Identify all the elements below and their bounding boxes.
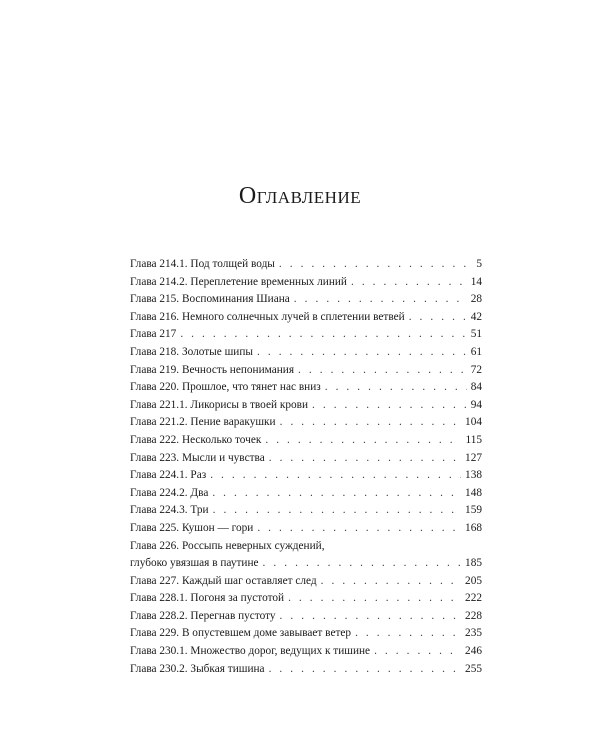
toc-entry[interactable] bbox=[130, 661, 482, 679]
toc-entry-page-number: 127 bbox=[465, 451, 482, 464]
toc-entry[interactable] bbox=[130, 502, 482, 520]
toc-entry[interactable] bbox=[130, 309, 482, 327]
toc-entry[interactable] bbox=[130, 520, 482, 538]
toc-entry-page-number: 148 bbox=[465, 486, 482, 499]
toc-entry-page-number: 5 bbox=[476, 258, 482, 270]
toc-entry[interactable] bbox=[130, 467, 482, 485]
toc-entry-page-number: 222 bbox=[465, 592, 482, 605]
toc-dot-leader bbox=[263, 555, 462, 573]
toc-entry[interactable] bbox=[130, 256, 482, 274]
toc-entry-label: Глава 214.1. Под толщей воды bbox=[130, 258, 275, 270]
toc-entry-page-number: 42 bbox=[470, 310, 482, 323]
toc-entry-label: Глава 220. Прошлое, что тянет нас вниз bbox=[130, 381, 321, 394]
toc-entry-label: Глава 217 bbox=[130, 328, 177, 341]
toc-entry-page-number: 205 bbox=[465, 574, 482, 587]
toc-entry-label: Глава 226. Россыпь неверных суждений, bbox=[130, 539, 325, 552]
toc-entry[interactable] bbox=[130, 590, 482, 608]
toc-dot-leader bbox=[351, 274, 467, 292]
toc-entry-label: Глава 225. Кушон — гори bbox=[130, 521, 254, 534]
toc-entry[interactable] bbox=[130, 432, 482, 450]
toc-entry[interactable] bbox=[130, 643, 482, 661]
toc-entry-page-number: 185 bbox=[465, 557, 482, 570]
toc-entry-page-number: 115 bbox=[465, 433, 482, 446]
toc-entry-label: Глава 224.1. Раз bbox=[130, 469, 207, 482]
toc-entry-page-number: 246 bbox=[465, 645, 482, 658]
toc-dot-leader bbox=[294, 291, 467, 309]
toc-entry-label: Глава 219. Вечность непонимания bbox=[130, 363, 295, 376]
toc-entry[interactable] bbox=[130, 538, 482, 556]
toc-dot-leader bbox=[269, 450, 461, 468]
toc-dot-leader bbox=[269, 661, 461, 679]
toc-entry-page-number: 255 bbox=[465, 662, 482, 675]
toc-entry-label: Глава 215. Воспоминания Шиана bbox=[130, 293, 290, 306]
toc-entry-page-number: 228 bbox=[465, 609, 482, 622]
toc-entry[interactable] bbox=[130, 450, 482, 468]
toc-entry-label: Глава 230.1. Множество дорог, ведущих к тишине bbox=[130, 645, 371, 658]
toc-entry-label: Глава 214.2. Переплетение временных линий bbox=[130, 275, 347, 288]
toc-entry[interactable] bbox=[130, 379, 482, 397]
toc-entry-page-number: 61 bbox=[470, 345, 482, 358]
toc-entry-label: Глава 230.2. Зыбкая тишина bbox=[130, 662, 265, 675]
toc-entry-label: Глава 221.2. Пение варакушки bbox=[130, 416, 276, 429]
toc-dot-leader bbox=[409, 309, 467, 327]
page-title: Оглавление bbox=[238, 183, 362, 209]
toc-dot-leader bbox=[288, 590, 461, 608]
toc-entry-page-number: 168 bbox=[465, 521, 482, 534]
toc-entry-label: Глава 229. В опустевшем доме завывает ветер bbox=[130, 627, 352, 640]
toc-dot-leader bbox=[212, 485, 461, 503]
toc-dot-leader bbox=[325, 379, 467, 397]
toc-entry[interactable] bbox=[130, 344, 482, 362]
toc-dot-leader bbox=[298, 362, 467, 380]
toc-entry-label: Глава 218. Золотые шипы bbox=[130, 345, 253, 358]
toc-entry-page-number: 14 bbox=[470, 275, 482, 288]
toc-entry[interactable] bbox=[130, 485, 482, 503]
toc-dot-leader bbox=[257, 344, 467, 362]
toc-dot-leader bbox=[280, 608, 462, 626]
toc-entry[interactable] bbox=[130, 274, 482, 292]
toc-entry-label: Глава 228.1. Погоня за пустотой bbox=[130, 592, 285, 605]
toc-entry-label: Глава 222. Несколько точек bbox=[130, 433, 262, 446]
toc-dot-leader bbox=[280, 414, 461, 432]
toc-entry-label: Глава 223. Мысли и чувства bbox=[130, 451, 265, 464]
toc-dot-leader bbox=[180, 326, 466, 344]
toc-entry-label: Глава 228.2. Перегнав пустоту bbox=[130, 609, 276, 622]
toc-dot-leader bbox=[213, 502, 461, 520]
toc-entry[interactable] bbox=[130, 608, 482, 626]
toc-entry-page-number: 235 bbox=[465, 627, 482, 640]
toc-entry-label: Глава 224.3. Три bbox=[130, 504, 209, 517]
toc-entry-page-number: 84 bbox=[470, 381, 482, 394]
toc-dot-leader bbox=[374, 643, 461, 661]
toc-entry[interactable] bbox=[130, 326, 482, 344]
toc-dot-leader bbox=[312, 397, 467, 415]
toc-entry-label: глубоко увязшая в паутине bbox=[130, 557, 259, 570]
toc-entry-label: Глава 221.1. Ликорисы в твоей крови bbox=[130, 398, 309, 411]
toc-dot-leader bbox=[210, 467, 461, 485]
toc-entry-page-number: 51 bbox=[470, 328, 482, 341]
toc-entry[interactable] bbox=[130, 362, 482, 380]
toc-entry[interactable] bbox=[130, 555, 482, 573]
toc-entry[interactable] bbox=[130, 414, 482, 432]
toc-entry[interactable] bbox=[130, 573, 482, 591]
toc-entry[interactable] bbox=[130, 291, 482, 309]
toc-dot-leader bbox=[257, 520, 461, 538]
table-of-contents bbox=[130, 256, 482, 678]
toc-dot-leader bbox=[321, 573, 461, 591]
toc-entry-page-number: 28 bbox=[470, 293, 482, 306]
toc-entry-label: Глава 227. Каждый шаг оставляет след bbox=[130, 574, 317, 587]
toc-entry-page-number: 138 bbox=[465, 469, 482, 482]
toc-dot-leader bbox=[279, 256, 472, 274]
toc-entry-label: Глава 224.2. Два bbox=[130, 486, 209, 499]
toc-entry-label: Глава 216. Немного солнечных лучей в сплетении ветвей bbox=[130, 310, 405, 323]
toc-dot-leader bbox=[265, 432, 461, 450]
toc-entry-page-number: 94 bbox=[470, 398, 482, 411]
toc-entry-page-number: 159 bbox=[465, 504, 482, 517]
toc-entry-page-number: 72 bbox=[470, 363, 482, 376]
toc-entry[interactable] bbox=[130, 397, 482, 415]
toc-entry[interactable] bbox=[130, 625, 482, 643]
toc-entry-page-number: 104 bbox=[465, 416, 482, 429]
toc-dot-leader bbox=[355, 625, 461, 643]
